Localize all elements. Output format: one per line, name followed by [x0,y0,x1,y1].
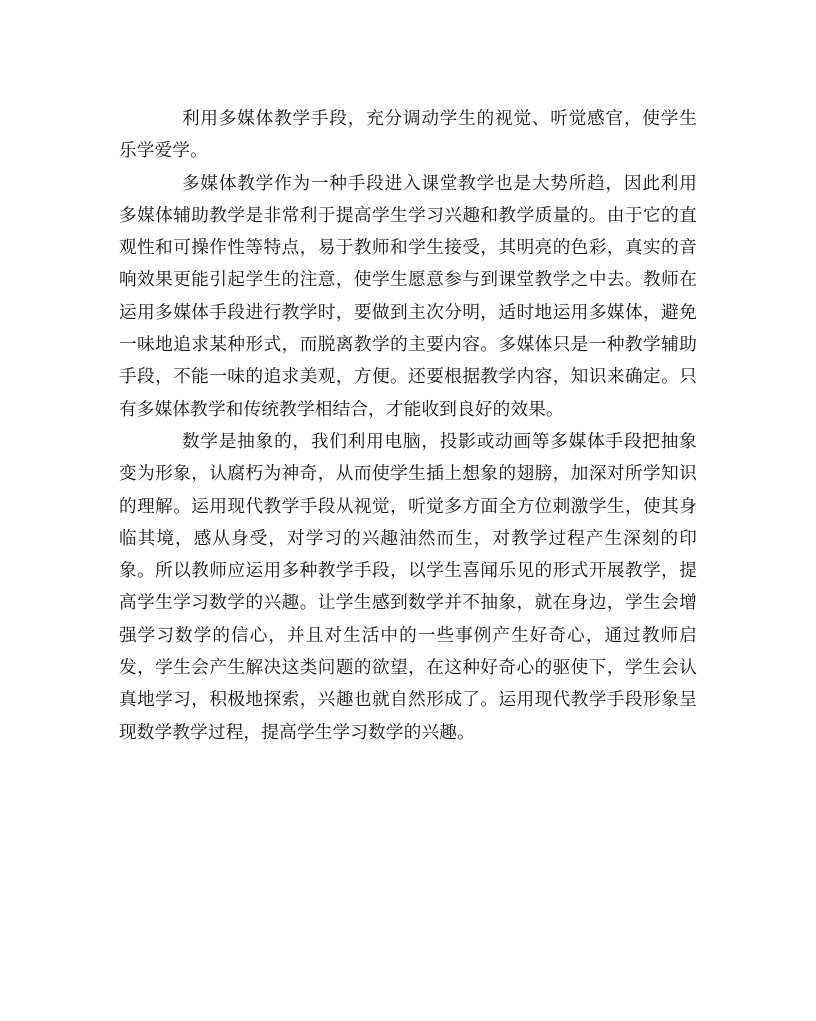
paragraph-multimedia-intro: 利用多媒体教学手段，充分调动学生的视觉、听觉感官，使学生乐学爱学。 [119,109,697,162]
paragraph-multimedia-teaching: 多媒体教学作为一种手段进入课堂教学也是大势所趋，因此利用多媒体辅助教学是非常利于提高学生学习兴趣和教学质量的。由于它的直观性和可操作性等特点，易于教师和学生接受，其明亮的色彩，真实的音响效果更能引起学生的注意，使学生愿意参与到课堂教学之中去。教师在运用多媒体手段进行教学时，要做到主次分明，适时地运用多媒体，避免一味地追求某种形式，而脱离教学的主要内容。多媒体只是一种教学辅助手段，不能一味的追求美观，方便。还要根据教学内容，知识来确定。只有多媒体教学和传统教学相结合，才能收到良好的效果。 [119,173,697,420]
paragraph-math-abstract: 数学是抽象的，我们利用电脑，投影或动画等多媒体手段把抽象变为形象，认腐朽为神奇，从而使学生插上想象的翅膀，加深对所学知识的理解。运用现代教学手段从视觉，听觉多方面全方位刺激学生，使其身临其境，感从身受，对学习的兴趣油然而生，对教学过程产生深刻的印象。所以教师应运用多种教学手段，以学生喜闻乐见的形式开展教学，提高学生学习数学的兴趣。让学生感到数学并不抽象，就在身边，学生会增强学习数学的信心，并且对生活中的一些事例产生好奇心，通过教师启发，学生会产生解决这类问题的欲望，在这种好奇心的驱使下，学生会认真地学习，积极地探索，兴趣也就自然形成了。运用现代教学手段形象呈现数学教学过程，提高学生学习数学的兴趣。 [119,431,697,743]
document-body [119,103,697,749]
